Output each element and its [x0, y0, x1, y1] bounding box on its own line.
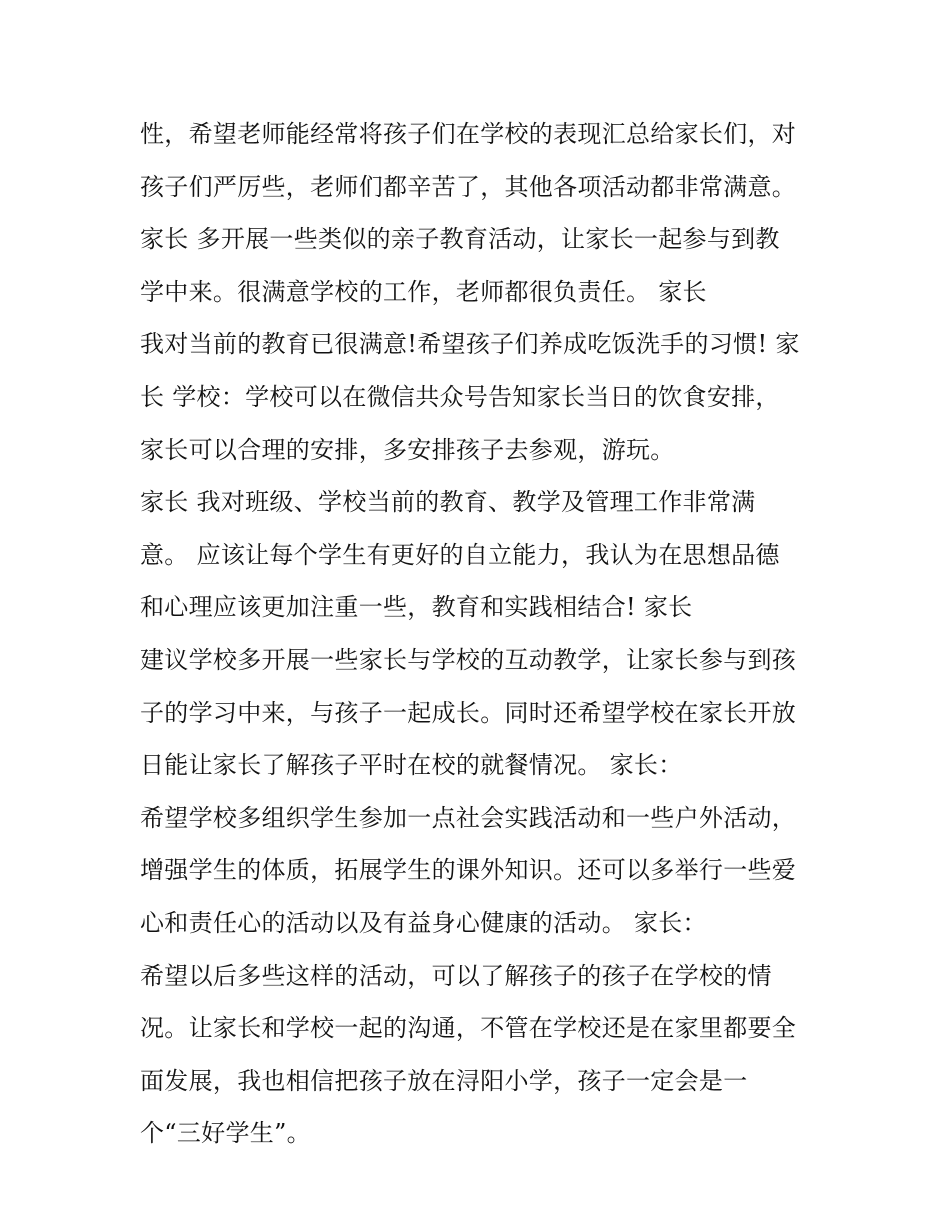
- text-line: 心和责任心的活动以及有益身心健康的活动。 家长：: [140, 908, 707, 937]
- text-line: 我对当前的教育已很满意!希望孩子们养成吃饭洗手的习惯! 家: [140, 330, 800, 359]
- text-line: 家长可以合理的安排，多安排孩子去参观，游玩。: [140, 435, 675, 464]
- text-line: 建议学校多开展一些家长与学校的互动教学，让家长参与到孩: [140, 645, 797, 674]
- text-line: 希望以后多些这样的活动，可以了解孩子的孩子在学校的情: [140, 961, 772, 990]
- document-body: [140, 108, 830, 1160]
- text-line: 性，希望老师能经常将孩子们在学校的表现汇总给家长们，对: [140, 120, 797, 148]
- text-line: 增强学生的体质，拓展学生的课外知识。还可以多举行一些爱: [140, 856, 797, 885]
- text-line: 家长 我对班级、学校当前的教育、教学及管理工作非常满: [140, 488, 756, 517]
- text-line: 况。让家长和学校一起的沟通，不管在学校还是在家里都要全: [140, 1014, 797, 1043]
- text-line: 长 学校：学校可以在微信共众号告知家长当日的饮食安排，: [140, 382, 780, 411]
- text-line: 个“三好学生”。: [140, 1119, 311, 1148]
- text-line: 面发展，我也相信把孩子放在浔阳小学，孩子一定会是一: [140, 1066, 748, 1095]
- text-line: 学中来。很满意学校的工作，老师都很负责任。 家长: [140, 277, 707, 306]
- text-line: 和心理应该更加注重一些，教育和实践相结合! 家长: [140, 593, 693, 622]
- text-line: 孩子们严厉些，老师们都辛苦了，其他各项活动都非常满意。: [140, 172, 797, 201]
- text-line: 意。 应该让每个学生有更好的自立能力，我认为在思想品德: [140, 540, 780, 569]
- text-line: 日能让家长了解孩子平时在校的就餐情况。 家长：: [140, 751, 683, 780]
- text-line: 希望学校多组织学生参加一点社会实践活动和一些户外活动，: [140, 803, 797, 832]
- text-line: 子的学习中来，与孩子一起成长。同时还希望学校在家长开放: [140, 698, 797, 727]
- text-line: 家长 多开展一些类似的亲子教育活动，让家长一起参与到教: [140, 225, 780, 254]
